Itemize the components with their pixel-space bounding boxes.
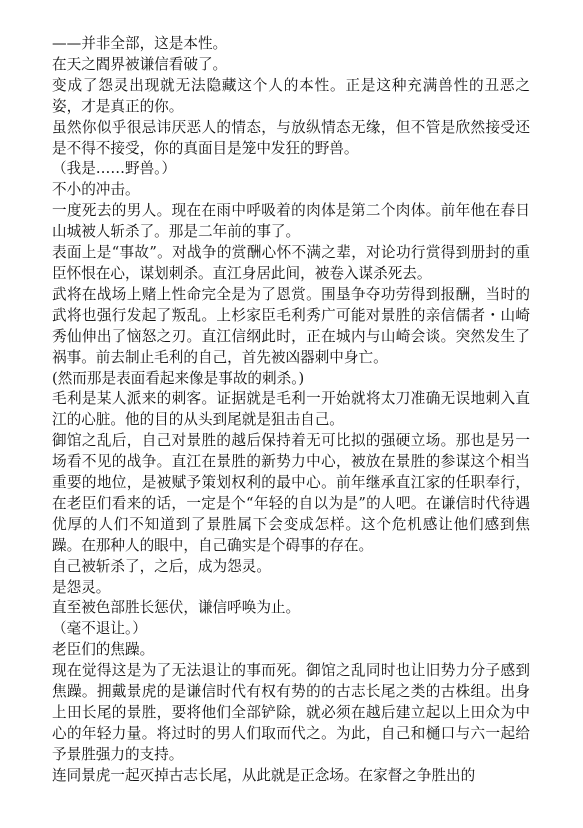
paragraph: 毛利是某人派来的刺客。证据就是毛利一开始就将太刀准确无误地刺入直江的心脏。他的目的从头到尾就是狙击自己。 xyxy=(52,390,530,429)
paragraph: 现在觉得这是为了无法退让的事而死。御馆之乱同时也让旧势力分子感到焦躁。拥戴景虎的是谦信时代有权有势的的古志长尾之类的古株组。出身上田长尾的景胜，要将他们全部铲除，就必须在越后建立起以上田众为中心的年轻力量。将过时的男人们取而代之。为此，自己和樋口与六一起给予景胜强力的支持。 xyxy=(52,662,530,763)
paragraph: 自己被斩杀了，之后，成为怨灵。 xyxy=(52,557,271,575)
paragraph: （我是……野兽。） xyxy=(52,160,177,178)
paragraph: (然而那是表面看起来像是事故的刺杀。) xyxy=(52,369,305,387)
paragraph: ——并非全部，这是本性。 xyxy=(52,35,228,52)
paragraph: 变成了怨灵出现就无法隐藏这个人的本性。正是这种充满兽性的丑恶之姿，才是真正的你。 xyxy=(52,76,530,115)
paragraph: 武将在战场上赌上性命完全是为了恩赏。围垦争夺功劳得到报酬，当时的武将也强行发起了叛乱。上杉家臣毛利秀广可能对景胜的亲信儒者・山崎秀仙伸出了恼怒之刃。直江信纲此时，正在城内与山崎会谈。突然发生了祸事。前去制止毛利的自己，首先被凶器刺中身亡。 xyxy=(52,285,530,366)
paragraph: 御馆之乱后，自己对景胜的越后保持着无可比拟的强硬立场。那也是另一场看不见的战争。直江在景胜的新势力中心，被放在景胜的参谋这个相当重要的地位，是被赋予策划权利的最中心。前年继承直江家的任职奉行，在老臣们看来的话，一定是个“年轻的自以为是”的人吧。在谦信时代待遇优厚的人们不知道到了景胜属下会变成怎样。这个危机感让他们感到焦躁。在那种人的眼中，自己确实是个碍事的存在。 xyxy=(52,432,530,554)
paragraph: （毫不退让。） xyxy=(52,620,147,638)
paragraph: 一度死去的男人。现在在雨中呼吸着的肉体是第二个肉体。前年他在春日山城被人斩杀了。那是二年前的事了。 xyxy=(52,202,530,241)
paragraph: 虽然你似乎很忌讳厌恶人的情态，与放纵情态无缘，但不管是欣然接受还是不得不接受，你的真面目是笼中发狂的野兽。 xyxy=(52,118,530,157)
paragraph: 不小的冲击。 xyxy=(52,181,140,199)
paragraph: 直至被色部胜长惩伏，谦信呼唤为止。 xyxy=(52,599,301,617)
paragraph: 老臣们的焦躁。 xyxy=(52,641,155,659)
paragraph: 连同景虎一起灭掉古志长尾，从此就是正念场。在家督之争胜出的 xyxy=(52,766,476,784)
paragraph: 在天之閻界被谦信看破了。 xyxy=(52,55,228,73)
paragraph: 是怨灵。 xyxy=(52,578,111,596)
paragraph: 表面上是“事故”。对战争的赏酬心怀不满之辈，对论功行赏得到册封的重臣怀恨在心，谋划刺杀。直江身居此间，被卷入谋杀死去。 xyxy=(52,244,530,282)
document-page xyxy=(52,34,530,787)
